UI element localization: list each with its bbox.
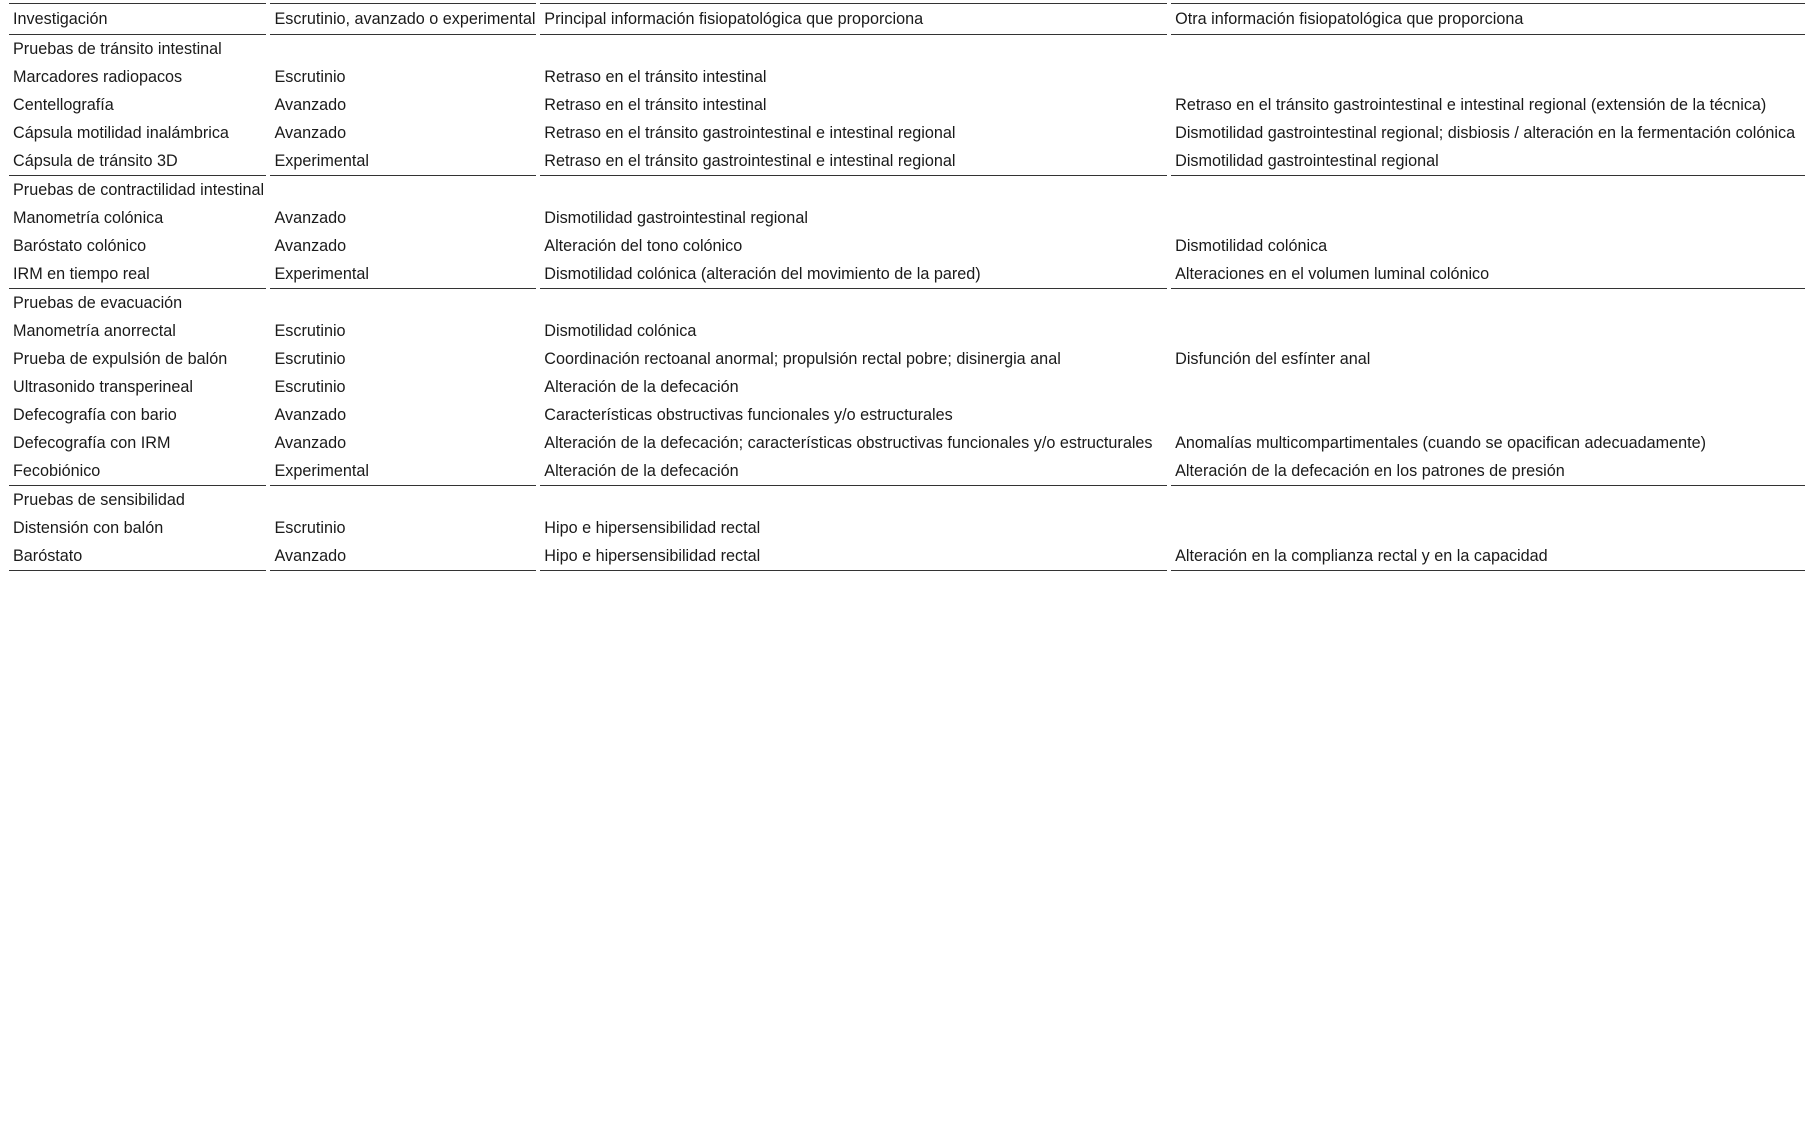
cell-level: Escrutinio xyxy=(274,321,346,340)
cell-main-info: Características obstructivas funcionales y/o estructurales xyxy=(544,405,953,424)
cell-investigation: Manometría colónica xyxy=(13,208,164,227)
cell-other-info xyxy=(1171,514,1805,542)
empty-cell xyxy=(1171,486,1805,514)
cell-other-info xyxy=(1171,63,1805,91)
empty-cell xyxy=(1171,176,1805,204)
cell-level: Avanzado xyxy=(274,123,347,142)
column-header-level: Escrutinio, avanzado o experimental xyxy=(270,3,536,35)
cell-investigation: Marcadores radiopacos xyxy=(13,67,183,86)
cell-level: Experimental xyxy=(270,457,536,486)
cell-level: Escrutinio xyxy=(274,349,346,368)
table-row xyxy=(9,204,1805,232)
cell-main-info: Dismotilidad gastrointestinal regional xyxy=(544,208,808,227)
table-body xyxy=(9,35,1805,571)
cell-investigation: Ultrasonido transperineal xyxy=(13,377,193,396)
cell-level: Avanzado xyxy=(274,236,347,255)
table-row xyxy=(9,63,1805,91)
cell-level: Avanzado xyxy=(274,208,347,227)
column-header-investigation: Investigación xyxy=(9,3,266,35)
table-header xyxy=(9,3,1805,35)
empty-cell xyxy=(540,289,1167,317)
group-title: Pruebas de evacuación xyxy=(13,293,183,312)
cell-investigation: Prueba de expulsión de balón xyxy=(13,349,228,368)
cell-main-info: Hipo e hipersensibilidad rectal xyxy=(540,542,1167,571)
cell-level: Escrutinio xyxy=(274,518,346,537)
group-title-row xyxy=(9,35,1805,63)
cell-investigation: Baróstato xyxy=(9,542,266,571)
table-row xyxy=(9,317,1805,345)
group-title-row xyxy=(9,176,1805,204)
cell-other-info xyxy=(1171,317,1805,345)
cell-level: Experimental xyxy=(270,147,536,176)
cell-investigation: Defecografía con IRM xyxy=(13,433,171,452)
cell-other-info xyxy=(1171,204,1805,232)
cell-other-info: Alteraciones en el volumen luminal colónico xyxy=(1171,260,1805,289)
cell-other-info: Alteración de la defecación en los patrones de presión xyxy=(1171,457,1805,486)
cell-other-info: Dismotilidad gastrointestinal regional; disbiosis / alteración en la fermentación colónica xyxy=(1175,123,1796,142)
cell-level: Avanzado xyxy=(270,542,536,571)
table-row xyxy=(9,232,1805,260)
cell-other-info: Disfunción del esfínter anal xyxy=(1175,349,1371,368)
cell-main-info: Hipo e hipersensibilidad rectal xyxy=(544,518,761,537)
cell-level: Escrutinio xyxy=(274,67,346,86)
table-row xyxy=(9,345,1805,373)
table-row xyxy=(9,91,1805,119)
cell-main-info: Retraso en el tránsito gastrointestinal e intestinal regional xyxy=(540,147,1167,176)
table-row xyxy=(9,119,1805,147)
cell-main-info: Alteración de la defecación xyxy=(540,457,1167,486)
table-row xyxy=(9,401,1805,429)
cell-main-info: Dismotilidad colónica (alteración del movimiento de la pared) xyxy=(540,260,1167,289)
empty-cell xyxy=(270,289,536,317)
empty-cell xyxy=(1171,289,1805,317)
empty-cell xyxy=(540,176,1167,204)
investigations-table xyxy=(5,3,1809,571)
cell-investigation: Cápsula motilidad inalámbrica xyxy=(13,123,229,142)
cell-main-info: Alteración de la defecación; características obstructivas funcionales y/o estructurales xyxy=(544,433,1153,452)
table-row xyxy=(9,147,1805,176)
cell-investigation: IRM en tiempo real xyxy=(9,260,266,289)
empty-cell xyxy=(540,486,1167,514)
cell-other-info: Dismotilidad gastrointestinal regional xyxy=(1171,147,1805,176)
cell-other-info: Alteración en la complianza rectal y en la capacidad xyxy=(1171,542,1805,571)
group-title: Pruebas de sensibilidad xyxy=(13,490,185,509)
table-row xyxy=(9,260,1805,289)
empty-cell xyxy=(540,35,1167,63)
cell-other-info xyxy=(1171,401,1805,429)
cell-other-info: Anomalías multicompartimentales (cuando se opacifican adecuadamente) xyxy=(1175,433,1707,452)
cell-investigation: Baróstato colónico xyxy=(13,236,147,255)
cell-main-info: Alteración de la defecación xyxy=(544,377,739,396)
cell-investigation: Cápsula de tránsito 3D xyxy=(9,147,266,176)
group-title-row xyxy=(9,486,1805,514)
cell-other-info: Retraso en el tránsito gastrointestinal e intestinal regional (extensión de la técnica) xyxy=(1175,95,1767,114)
table-row xyxy=(9,542,1805,571)
group-title-row xyxy=(9,289,1805,317)
cell-level: Avanzado xyxy=(274,405,347,424)
empty-cell xyxy=(270,176,536,204)
header-row xyxy=(9,3,1805,35)
cell-level: Avanzado xyxy=(274,95,347,114)
cell-main-info: Dismotilidad colónica xyxy=(544,321,697,340)
cell-investigation: Distensión con balón xyxy=(13,518,164,537)
cell-investigation: Fecobiónico xyxy=(9,457,266,486)
cell-investigation: Defecografía con bario xyxy=(13,405,177,424)
empty-cell xyxy=(1171,35,1805,63)
group-title: Pruebas de contractilidad intestinal xyxy=(13,180,265,199)
table-row xyxy=(9,373,1805,401)
cell-main-info: Retraso en el tránsito intestinal xyxy=(544,67,767,86)
cell-level: Avanzado xyxy=(274,433,347,452)
cell-main-info: Retraso en el tránsito intestinal xyxy=(544,95,767,114)
cell-main-info: Coordinación rectoanal anormal; propulsión rectal pobre; disinergia anal xyxy=(544,349,1061,368)
table-row xyxy=(9,457,1805,486)
cell-investigation: Manometría anorrectal xyxy=(13,321,176,340)
column-header-main-info: Principal información fisiopatológica que proporciona xyxy=(540,3,1167,35)
empty-cell xyxy=(270,486,536,514)
table-row xyxy=(9,429,1805,457)
cell-level: Escrutinio xyxy=(274,377,346,396)
cell-main-info: Alteración del tono colónico xyxy=(544,236,743,255)
cell-other-info xyxy=(1171,373,1805,401)
table-row xyxy=(9,514,1805,542)
cell-main-info: Retraso en el tránsito gastrointestinal e intestinal regional xyxy=(544,123,956,142)
cell-level: Experimental xyxy=(270,260,536,289)
column-header-other-info: Otra información fisiopatológica que proporciona xyxy=(1171,3,1805,35)
empty-cell xyxy=(270,35,536,63)
cell-investigation: Centellografía xyxy=(13,95,114,114)
cell-other-info: Dismotilidad colónica xyxy=(1175,236,1328,255)
group-title: Pruebas de tránsito intestinal xyxy=(13,39,222,58)
